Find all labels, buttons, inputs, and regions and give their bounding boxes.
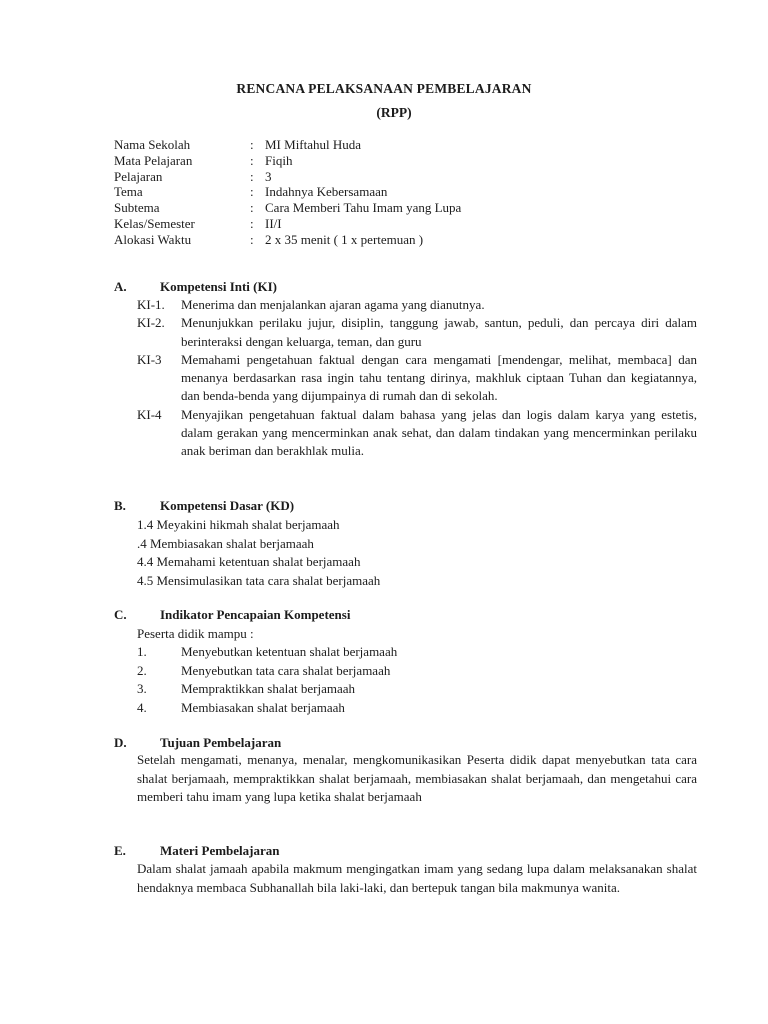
- ki-text: Memahami pengetahuan faktual dengan cara mengamati [mendengar, melihat, membaca] dan menanya berdasarkan rasa ingin tahu tentang dirinya, makhluk ciptaan Tuhan dan kegiatannya, dan benda-benda yang dijumpainya di rumah dan di sekolah.: [181, 351, 697, 404]
- document-title: RENCANA PELAKSANAAN PEMBELAJARAN: [236, 81, 532, 96]
- identity-label: Pelajaran: [114, 168, 163, 184]
- identity-value: 3: [265, 168, 272, 184]
- indicator-number: 3.: [137, 681, 147, 696]
- ki-text: Menunjukkan perilaku jujur, disiplin, tanggung jawab, santun, peduli, dan percaya diri dalam berinteraksi dengan keluarga, teman, dan guru: [181, 315, 697, 349]
- ki-item: [137, 314, 697, 351]
- indicator-text: Menyebutkan ketentuan shalat berjamaah: [181, 644, 398, 659]
- kd-list: [137, 516, 380, 590]
- ki-text: Menyajikan pengetahuan faktual dalam bahasa yang jelas dan logis dalam karya yang estetis, dalam gerakan yang mencerminkan anak sehat, dan dalam tindakan yang mencerminkan perilaku anak beriman dan berakhlak mulia.: [181, 406, 697, 459]
- identity-label: Kelas/Semester: [114, 215, 195, 231]
- ki-code: KI-4: [137, 406, 162, 422]
- section-title: Kompetensi Dasar (KD): [160, 498, 295, 513]
- kd-item: 1.4 Meyakini hikmah shalat berjamaah: [137, 517, 340, 532]
- section-title: Tujuan Pembelajaran: [160, 735, 282, 750]
- ki-code: KI-1.: [137, 297, 165, 312]
- identity-colon: :: [250, 215, 254, 231]
- section-letter: D.: [114, 735, 127, 750]
- identity-colon: :: [250, 231, 254, 247]
- section-e-paragraph: Dalam shalat jamaah apabila makmum mengingatkan imam yang sedang lupa dalam melaksanakan shalat hendaknya membaca Subhanallah bila laki-laki, dan bertepuk tangan bila makmunya wanita.: [137, 861, 697, 895]
- ki-code: KI-2.: [137, 315, 165, 331]
- kd-item: 4.4 Memahami ketentuan shalat berjamaah: [137, 554, 361, 569]
- indicator-number: 1.: [137, 644, 147, 659]
- indicator-number: 4.: [137, 699, 147, 715]
- indicator-text: Menyebutkan tata cara shalat berjamaah: [181, 662, 391, 678]
- section-title: Kompetensi Inti (KI): [160, 279, 277, 294]
- identity-label: Mata Pelajaran: [114, 152, 193, 168]
- document-subtitle: (RPP): [376, 105, 412, 120]
- identity-label: Subtema: [114, 200, 160, 216]
- section-d-paragraph: Setelah mengamati, menanya, menalar, mengkomunikasikan Peserta didik dapat menyebutkan tata cara shalat berjamaah, mempraktikkan shalat berjamaah, membiasakan shalat berjamaah, dan mengetahui cara memberi tahu imam yang lupa ketika shalat berjamaah: [137, 752, 697, 804]
- indicator-text: Mempraktikkan shalat berjamaah: [181, 681, 355, 696]
- identity-value: II/I: [265, 215, 282, 231]
- kd-item: 4.5 Mensimulasikan tata cara shalat berjamaah: [137, 572, 381, 588]
- identity-colon: :: [250, 137, 254, 152]
- identity-value: 2 x 35 menit ( 1 x pertemuan ): [265, 231, 424, 247]
- ki-item: [137, 406, 697, 461]
- ki-code: KI-3: [137, 351, 162, 367]
- section-letter: B.: [114, 498, 126, 513]
- identity-label: Nama Sekolah: [114, 137, 191, 152]
- section-letter: E.: [114, 843, 126, 858]
- identity-value: MI Miftahul Huda: [265, 137, 362, 152]
- identity-value: Fiqih: [265, 152, 293, 168]
- identity-colon: :: [250, 184, 254, 200]
- indicator-text: Membiasakan shalat berjamaah: [181, 699, 345, 715]
- identity-colon: :: [250, 152, 254, 168]
- identity-label: Alokasi Waktu: [114, 231, 192, 247]
- ki-item: [137, 296, 697, 314]
- section-letter: C.: [114, 607, 127, 622]
- kd-item: .4 Membiasakan shalat berjamaah: [137, 535, 314, 551]
- identity-colon: :: [250, 200, 254, 216]
- indicator-number: 2.: [137, 662, 147, 678]
- section-title: Materi Pembelajaran: [160, 843, 280, 858]
- indicator-intro: Peserta didik mampu :: [137, 626, 254, 641]
- identity-value: Indahnya Kebersamaan: [265, 184, 388, 200]
- identity-label: Tema: [114, 184, 143, 200]
- section-letter: A.: [114, 279, 127, 294]
- identity-colon: :: [250, 168, 254, 184]
- ki-text: Menerima dan menjalankan ajaran agama yang dianutnya.: [181, 297, 485, 312]
- section-title: Indikator Pencapaian Kompetensi: [160, 607, 351, 622]
- ki-list: [137, 296, 697, 461]
- identity-value: Cara Memberi Tahu Imam yang Lupa: [265, 200, 462, 216]
- ki-item: [137, 351, 697, 406]
